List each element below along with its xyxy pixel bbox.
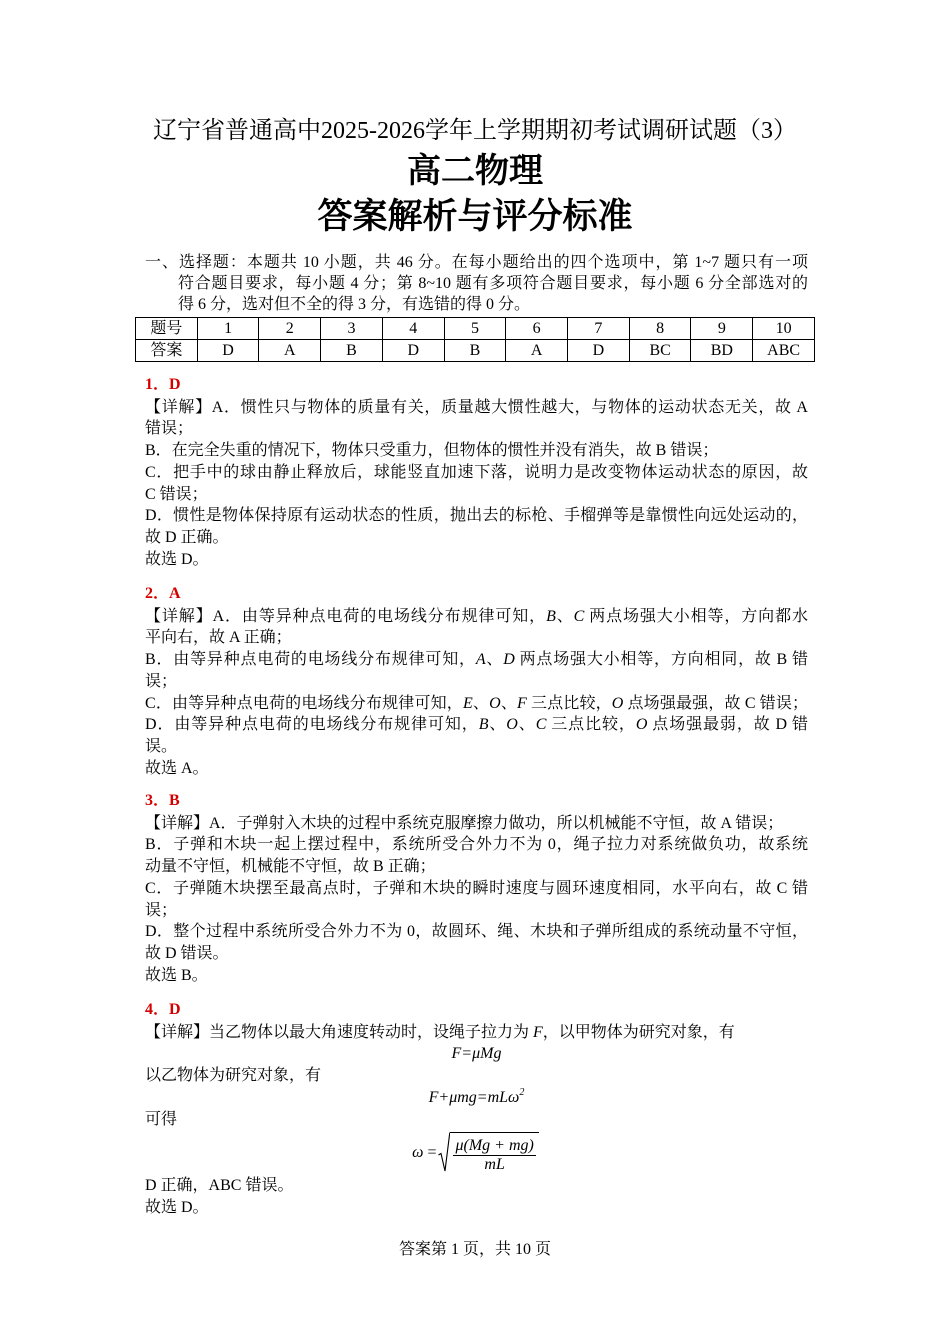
explanation-line: B．子弹和木块一起上摆过程中，系统所受合外力不为 0，绳子拉力对系统做负功，故系统	[145, 836, 808, 854]
table-cell-number: 7	[568, 318, 630, 340]
table-cell-answer: ABC	[753, 340, 815, 362]
final-answer-line: 故选 D。	[145, 550, 209, 568]
explanation-line: 以乙物体为研究对象，有	[145, 1067, 322, 1085]
table-cell-number: 4	[382, 318, 444, 340]
equals-sign: =	[427, 1143, 437, 1161]
exam-title: 辽宁省普通高中2025-2026学年上学期期初考试调研试题（3）	[153, 118, 797, 144]
explanation-line	[145, 606, 808, 628]
explanation-line: 动量不守恒，机械能不守恒，故 B 正确；	[145, 858, 436, 876]
table-header-cell: 答案	[136, 340, 198, 362]
equation-exponent: 2	[519, 1086, 525, 1098]
table-cell-answer: A	[259, 340, 321, 362]
table-cell-number: 1	[197, 318, 259, 340]
table-cell-answer: BC	[629, 340, 691, 362]
explanation-line: 【详解】A．惯性只与物体的质量有关，质量越大惯性越大，与物体的运动状态无关，故 A	[145, 398, 808, 416]
explanation-line: D．整个过程中系统所受合外力不为 0，故圆环、绳、木块和子弹所组成的系统动量不守恒，	[145, 923, 808, 941]
table-cell-number: 3	[321, 318, 383, 340]
point-label: E	[462, 694, 473, 712]
point-label: C	[535, 716, 547, 734]
text-segment: D．由等异种点电荷的电场线分布规律可知，	[145, 716, 479, 734]
explanation-line: 故 D 正确。	[145, 528, 229, 546]
table-row-answers	[136, 340, 815, 362]
point-label: C	[573, 607, 585, 625]
equation-lhs: ω	[412, 1143, 424, 1161]
point-label: O	[635, 716, 648, 734]
point-label: D	[503, 651, 515, 669]
page-footer: 答案第 1 页，共 10 页	[398, 1241, 551, 1258]
question-heading: 4．D	[145, 1001, 181, 1018]
text-segment: 【详解】A．由等异种点电荷的电场线分布规律可知，	[145, 607, 547, 625]
explanation-line: C．把手中的球由静止释放后，球能竖直加速下落，说明力是改变物体运动状态的原因，故	[145, 463, 808, 481]
explanation-line: D．惯性是物体保持原有运动状态的性质，抛出去的标枪、手榴弹等是靠惯性向远处运动的，	[145, 507, 808, 525]
explanation-line: 错误；	[145, 420, 194, 438]
table-cell-number: 9	[691, 318, 753, 340]
explanation-line	[145, 714, 808, 736]
explanation-line: 误；	[145, 901, 178, 919]
explanation-line: 平向右，故 A 正确；	[145, 629, 292, 647]
point-label: B	[546, 607, 556, 625]
equation-centripetal-force	[145, 1087, 808, 1109]
explanation-line: C．子弹随木块摆至最高点时，子弹和木块的瞬时速度与圆环速度相同，水平向右，故 C 错	[145, 879, 808, 897]
point-label: A	[475, 651, 486, 669]
explanation-line: B．在完全失重的情况下，物体只受重力，但物体的惯性并没有消失，故 B 错误；	[145, 442, 719, 460]
equation-body: F+μmg=mLω	[428, 1088, 520, 1106]
explanation-line	[145, 1022, 808, 1044]
instruction-line: 得 6 分，选对但不全的得 3 分，有选错的得 0 分。	[178, 296, 531, 313]
table-cell-answer: B	[321, 340, 383, 362]
explanation-line	[145, 693, 808, 715]
text-segment: C．由等异种点电荷的电场线分布规律可知，	[145, 694, 463, 712]
table-cell-answer: BD	[691, 340, 753, 362]
text-segment: ，以甲物体为研究对象，有	[542, 1023, 735, 1041]
table-cell-answer: D	[197, 340, 259, 362]
instruction-line: 一、选择题：本题共 10 小题，共 46 分。在每小题给出的四个选项中，第 1~7 题只有一项	[145, 254, 808, 271]
text-segment: 点场强最强，故 C 错误；	[623, 694, 808, 712]
table-cell-answer: B	[444, 340, 506, 362]
point-label: O	[611, 694, 624, 712]
text-segment: 三点比较，	[546, 716, 636, 734]
table-cell-answer: D	[568, 340, 630, 362]
point-label: O	[489, 694, 501, 712]
question-heading: 2．A	[145, 585, 181, 602]
subject-title: 高二物理	[407, 153, 543, 190]
document-title: 答案解析与评分标准	[317, 197, 633, 236]
table-cell-number: 2	[259, 318, 321, 340]
table-cell-answer: A	[506, 340, 568, 362]
question-heading: 3．B	[145, 792, 180, 809]
explanation-line	[145, 649, 808, 671]
table-cell-number: 8	[629, 318, 691, 340]
text-segment: 、	[555, 607, 574, 625]
question-4-explanation	[145, 999, 808, 1219]
text-segment: 三点比较，	[526, 694, 612, 712]
text-segment: 点场强最弱，故 D 错	[647, 716, 808, 734]
instruction-line: 符合题目要求，每小题 4 分；第 8~10 题有多项符合题目要求，每小题 6 分全部选对的	[178, 275, 808, 292]
text-segment: 、	[517, 716, 536, 734]
equation-angular-velocity	[145, 1130, 808, 1175]
text-segment: 、	[485, 651, 504, 669]
explanation-line: 可得	[145, 1110, 178, 1128]
text-segment: B．由等异种点电荷的电场线分布规律可知，	[145, 651, 476, 669]
equation-friction-force: F=μMg	[451, 1045, 502, 1063]
table-cell-answer: D	[382, 340, 444, 362]
fraction	[453, 1137, 535, 1174]
question-2-explanation	[145, 583, 808, 779]
text-segment: 、	[500, 694, 517, 712]
radical-sign-icon	[438, 1132, 450, 1172]
point-label: F	[517, 694, 527, 712]
table-cell-number: 10	[753, 318, 815, 340]
explanation-line: 【详解】A．子弹射入木块的过程中系统克服摩擦力做功，所以机械能不守恒，故 A 错误；	[145, 814, 784, 832]
point-label: B	[478, 716, 489, 734]
radicand	[450, 1132, 538, 1174]
answer-table	[135, 317, 815, 362]
text-segment: 、	[488, 716, 507, 734]
explanation-line: C 错误；	[145, 485, 208, 503]
explanation-line: 误。	[145, 737, 178, 755]
square-root	[438, 1132, 538, 1174]
table-cell-number: 5	[444, 318, 506, 340]
fraction-denominator: mL	[484, 1155, 505, 1173]
text-segment: 两点场强大小相等，方向相同，故 B 错	[514, 651, 808, 669]
question-heading: 1．D	[145, 376, 181, 393]
point-label: O	[506, 716, 518, 734]
text-segment: 【详解】当乙物体以最大角速度转动时，设绳子拉力为	[145, 1023, 534, 1041]
explanation-line: 误；	[145, 672, 178, 690]
explanation-line: D 正确，ABC 错误。	[145, 1177, 294, 1195]
variable-label: F	[533, 1023, 543, 1041]
final-answer-line: 故选 D。	[145, 1198, 209, 1216]
text-segment: 两点场强大小相等，方向都水	[584, 607, 808, 625]
table-header-cell: 题号	[136, 318, 198, 340]
section-instructions	[145, 252, 808, 315]
question-1-explanation	[145, 374, 808, 570]
question-3-explanation	[145, 790, 808, 986]
table-row-numbers	[136, 318, 815, 340]
fraction-numerator: μ(Mg + mg)	[455, 1136, 534, 1154]
table-cell-number: 6	[506, 318, 568, 340]
final-answer-line: 故选 A。	[145, 759, 209, 777]
text-segment: 、	[472, 694, 490, 712]
final-answer-line: 故选 B。	[145, 966, 208, 984]
explanation-line: 故 D 错误。	[145, 944, 229, 962]
